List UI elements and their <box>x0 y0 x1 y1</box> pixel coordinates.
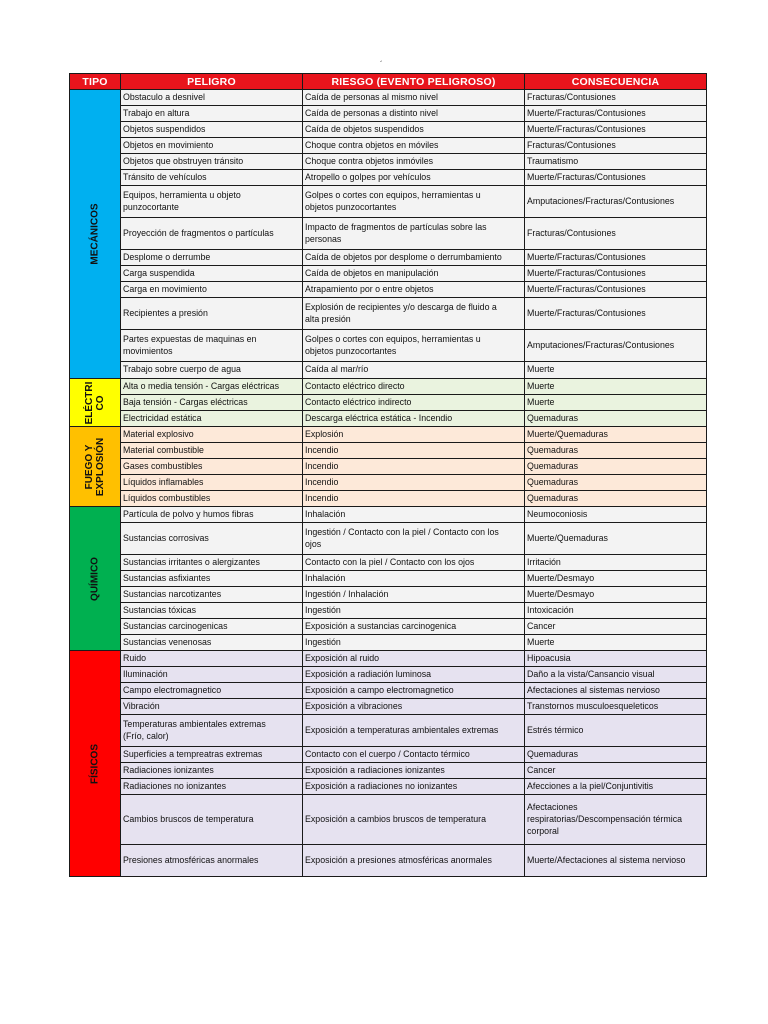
peligro-text: Material combustible <box>123 444 204 456</box>
consecuencia-cell <box>525 635 707 651</box>
consecuencia-text: Quemaduras <box>527 460 579 472</box>
peligro-text: Cambios bruscos de temperatura <box>123 813 254 825</box>
tipo-label: MECÁNICOS <box>89 203 101 265</box>
table-row <box>70 395 707 411</box>
peligro-text: Radiaciones no ionizantes <box>123 780 227 792</box>
header-row <box>70 74 707 90</box>
riesgo-text: Incendio <box>305 476 339 488</box>
riesgo-cell <box>303 170 525 186</box>
table-row <box>70 555 707 571</box>
riesgo-text: Exposición a sustancias carcinogenica <box>305 620 457 632</box>
riesgo-cell <box>303 362 525 379</box>
table-row <box>70 170 707 186</box>
peligro-cell <box>121 667 303 683</box>
consecuencia-cell <box>525 763 707 779</box>
consecuencia-text: Muerte <box>527 380 555 392</box>
peligro-text: Partes expuestas de maquinas en movimientos <box>123 333 257 357</box>
peligro-cell <box>121 587 303 603</box>
consecuencia-text: Muerte <box>527 364 555 375</box>
riesgo-text: Inhalación <box>305 508 346 520</box>
table-row <box>70 266 707 282</box>
consecuencia-cell <box>525 475 707 491</box>
tipo-label: ELÉCTRI CO <box>84 381 106 424</box>
table-row <box>70 587 707 603</box>
peligro-text: Objetos que obstruyen tránsito <box>123 155 244 167</box>
table-row <box>70 362 707 379</box>
riesgo-cell <box>303 667 525 683</box>
peligro-cell <box>121 395 303 411</box>
peligro-text: Desplome o derrumbe <box>123 251 211 263</box>
peligro-cell <box>121 523 303 555</box>
riesgo-text: Contacto eléctrico indirecto <box>305 396 412 408</box>
riesgo-cell <box>303 90 525 106</box>
riesgo-text: Incendio <box>305 444 339 456</box>
peligro-cell <box>121 122 303 138</box>
riesgo-cell <box>303 779 525 795</box>
peligro-text: Iluminación <box>123 668 168 680</box>
riesgo-text: Exposición a cambios bruscos de temperatura <box>305 813 487 825</box>
peligro-cell <box>121 138 303 154</box>
consecuencia-text: Muerte/Desmayo <box>527 572 595 584</box>
table-row <box>70 699 707 715</box>
peligro-text: Líquidos combustibles <box>123 492 211 504</box>
peligro-cell <box>121 635 303 651</box>
peligro-cell <box>121 266 303 282</box>
consecuencia-text: Fracturas/Contusiones <box>527 139 616 151</box>
consecuencia-cell <box>525 587 707 603</box>
consecuencia-cell <box>525 362 707 379</box>
consecuencia-text: Muerte/Fracturas/Contusiones <box>527 107 646 119</box>
consecuencia-text: Irritación <box>527 556 561 568</box>
table-row <box>70 779 707 795</box>
consecuencia-text: Muerte <box>527 636 555 648</box>
peligro-cell <box>121 427 303 443</box>
table-row <box>70 427 707 443</box>
table-row <box>70 459 707 475</box>
riesgo-text: Ingestión / Contacto con la piel / Contacto con los ojos <box>305 526 499 550</box>
table-row <box>70 507 707 523</box>
consecuencia-text: Muerte/Fracturas/Contusiones <box>527 307 646 319</box>
table-row <box>70 298 707 330</box>
riesgo-cell <box>303 845 525 877</box>
riesgo-cell <box>303 507 525 523</box>
riesgo-text: Exposición a vibraciones <box>305 700 403 712</box>
riesgo-cell <box>303 475 525 491</box>
consecuencia-text: Afecciones a la piel/Conjuntivitis <box>527 780 654 792</box>
table-row <box>70 138 707 154</box>
consecuencia-cell <box>525 507 707 523</box>
peligro-text: Vibración <box>123 700 160 712</box>
peligro-cell <box>121 845 303 877</box>
riesgo-cell <box>303 218 525 250</box>
consecuencia-text: Quemaduras <box>527 476 579 488</box>
riesgo-text: Incendio <box>305 492 339 504</box>
riesgo-cell <box>303 298 525 330</box>
peligro-text: Recipientes a presión <box>123 307 208 319</box>
riesgo-cell <box>303 138 525 154</box>
consecuencia-text: Muerte/Fracturas/Contusiones <box>527 283 646 295</box>
peligro-text: Electricidad estática <box>123 412 202 424</box>
peligro-text: Tránsito de vehículos <box>123 171 207 183</box>
riesgo-text: Golpes o cortes con equipos, herramientas u objetos punzocortantes <box>305 333 481 357</box>
riesgo-cell <box>303 379 525 395</box>
riesgo-cell <box>303 122 525 138</box>
riesgo-text: Explosión <box>305 428 344 440</box>
table-row <box>70 475 707 491</box>
riesgo-text: Exposición a radiación luminosa <box>305 668 432 680</box>
peligro-cell <box>121 795 303 845</box>
riesgo-cell <box>303 523 525 555</box>
consecuencia-cell <box>525 779 707 795</box>
riesgo-text: Descarga eléctrica estática - Incendio <box>305 412 453 424</box>
riesgo-cell <box>303 619 525 635</box>
riesgo-cell <box>303 555 525 571</box>
peligro-cell <box>121 250 303 266</box>
tipo-cell <box>70 427 121 507</box>
peligro-cell <box>121 763 303 779</box>
consecuencia-cell <box>525 651 707 667</box>
table-row <box>70 683 707 699</box>
tipo-label: FUEGO Y EXPLOSIÓN <box>84 437 106 496</box>
riesgo-text: Exposición a temperaturas ambientales extremas <box>305 724 499 736</box>
peligro-text: Carga en movimiento <box>123 283 207 295</box>
table-row <box>70 667 707 683</box>
consecuencia-text: Muerte <box>527 396 555 408</box>
tipo-cell <box>70 90 121 379</box>
riesgo-text: Impacto de fragmentos de partículas sobre las personas <box>305 221 487 245</box>
consecuencia-text: Muerte/Desmayo <box>527 588 595 600</box>
risk-table <box>69 73 707 877</box>
peligro-text: Trabajo en altura <box>123 107 190 119</box>
peligro-cell <box>121 603 303 619</box>
peligro-cell <box>121 459 303 475</box>
riesgo-cell <box>303 587 525 603</box>
table-row <box>70 747 707 763</box>
peligro-text: Obstaculo a desnivel <box>123 91 205 103</box>
header-consecuencia: CONSECUENCIA <box>525 74 707 90</box>
consecuencia-text: Quemaduras <box>527 492 579 504</box>
consecuencia-text: Cancer <box>527 764 556 776</box>
consecuencia-cell <box>525 683 707 699</box>
peligro-cell <box>121 555 303 571</box>
peligro-cell <box>121 571 303 587</box>
consecuencia-cell <box>525 154 707 170</box>
table-row <box>70 90 707 106</box>
riesgo-text: Incendio <box>305 460 339 472</box>
riesgo-text: Caída de objetos por desplome o derrumbamiento <box>305 251 502 263</box>
riesgo-cell <box>303 106 525 122</box>
table-row <box>70 250 707 266</box>
tipo-cell <box>70 379 121 427</box>
riesgo-cell <box>303 603 525 619</box>
table-row <box>70 411 707 427</box>
table-row <box>70 845 707 877</box>
consecuencia-text: Amputaciones/Fracturas/Contusiones <box>527 195 675 207</box>
riesgo-cell <box>303 491 525 507</box>
consecuencia-cell <box>525 298 707 330</box>
consecuencia-cell <box>525 603 707 619</box>
peligro-cell <box>121 507 303 523</box>
peligro-text: Material explosivo <box>123 428 194 440</box>
riesgo-cell <box>303 795 525 845</box>
riesgo-text: Golpes o cortes con equipos, herramientas u objetos punzocortantes <box>305 189 481 213</box>
consecuencia-text: Fracturas/Contusiones <box>527 91 616 103</box>
peligro-text: Radiaciones ionizantes <box>123 764 214 776</box>
table-row <box>70 523 707 555</box>
riesgo-text: Contacto con el cuerpo / Contacto térmico <box>305 748 470 760</box>
consecuencia-text: Daño a la vista/Cansancio visual <box>527 668 655 680</box>
riesgo-cell <box>303 683 525 699</box>
riesgo-text: Caída de personas al mismo nivel <box>305 91 438 103</box>
peligro-cell <box>121 362 303 379</box>
peligro-cell <box>121 443 303 459</box>
consecuencia-cell <box>525 845 707 877</box>
riesgo-cell <box>303 747 525 763</box>
peligro-cell <box>121 90 303 106</box>
peligro-cell <box>121 186 303 218</box>
table-row <box>70 491 707 507</box>
peligro-cell <box>121 330 303 362</box>
riesgo-cell <box>303 411 525 427</box>
riesgo-text: Exposición a radiaciones no ionizantes <box>305 780 458 792</box>
consecuencia-cell <box>525 411 707 427</box>
tipo-label: QUÍMICO <box>89 556 101 601</box>
consecuencia-cell <box>525 699 707 715</box>
peligro-cell <box>121 715 303 747</box>
consecuencia-text: Hipoacusia <box>527 652 571 664</box>
consecuencia-cell <box>525 491 707 507</box>
table-row <box>70 186 707 218</box>
peligro-cell <box>121 154 303 170</box>
header-riesgo: RIESGO (EVENTO PELIGROSO) <box>303 74 525 90</box>
riesgo-cell <box>303 571 525 587</box>
consecuencia-cell <box>525 619 707 635</box>
riesgo-text: Caída al mar/río <box>305 364 369 375</box>
peligro-text: Superficies a tempreatras extremas <box>123 748 263 760</box>
table-body <box>70 90 707 877</box>
consecuencia-text: Quemaduras <box>527 444 579 456</box>
table-row <box>70 763 707 779</box>
peligro-cell <box>121 411 303 427</box>
peligro-cell <box>121 683 303 699</box>
consecuencia-cell <box>525 795 707 845</box>
peligro-cell <box>121 491 303 507</box>
consecuencia-cell <box>525 282 707 298</box>
riesgo-text: Caída de objetos en manipulación <box>305 267 439 279</box>
consecuencia-text: Fracturas/Contusiones <box>527 227 616 239</box>
consecuencia-text: Muerte/Quemaduras <box>527 428 608 440</box>
riesgo-cell <box>303 154 525 170</box>
riesgo-cell <box>303 250 525 266</box>
riesgo-text: Explosión de recipientes y/o descarga de fluido a alta presión <box>305 301 497 325</box>
table-row <box>70 154 707 170</box>
consecuencia-cell <box>525 250 707 266</box>
peligro-text: Objetos en movimiento <box>123 139 214 151</box>
table-row <box>70 330 707 362</box>
header-peligro: PELIGRO <box>121 74 303 90</box>
peligro-cell <box>121 699 303 715</box>
peligro-cell <box>121 779 303 795</box>
consecuencia-text: Muerte/Fracturas/Contusiones <box>527 267 646 279</box>
peligro-text: Temperaturas ambientales extremas (Frío, calor) <box>123 718 266 742</box>
table-row <box>70 122 707 138</box>
consecuencia-cell <box>525 747 707 763</box>
table-row <box>70 443 707 459</box>
tipo-cell <box>70 651 121 877</box>
table-row <box>70 603 707 619</box>
peligro-text: Sustancias venenosas <box>123 636 212 648</box>
peligro-cell <box>121 298 303 330</box>
table-row <box>70 795 707 845</box>
peligro-cell <box>121 106 303 122</box>
riesgo-cell <box>303 443 525 459</box>
consecuencia-cell <box>525 667 707 683</box>
peligro-text: Proyección de fragmentos o partículas <box>123 227 274 239</box>
top-mark: ´ <box>380 60 383 69</box>
riesgo-cell <box>303 635 525 651</box>
peligro-text: Sustancias asfixiantes <box>123 572 211 584</box>
riesgo-cell <box>303 395 525 411</box>
peligro-cell <box>121 747 303 763</box>
peligro-text: Campo electromagnetico <box>123 684 222 696</box>
riesgo-text: Caída de personas a distinto nivel <box>305 107 438 119</box>
table-row <box>70 715 707 747</box>
riesgo-text: Choque contra objetos en móviles <box>305 139 439 151</box>
peligro-text: Gases combustibles <box>123 460 203 472</box>
consecuencia-cell <box>525 170 707 186</box>
consecuencia-cell <box>525 571 707 587</box>
peligro-text: Líquidos inflamables <box>123 476 204 488</box>
consecuencia-text: Cancer <box>527 620 556 632</box>
consecuencia-cell <box>525 395 707 411</box>
consecuencia-cell <box>525 106 707 122</box>
riesgo-text: Atrapamiento por o entre objetos <box>305 283 434 295</box>
peligro-cell <box>121 282 303 298</box>
riesgo-text: Inhalación <box>305 572 346 584</box>
peligro-text: Sustancias corrosivas <box>123 532 209 544</box>
riesgo-text: Exposición a presiones atmosféricas anormales <box>305 854 492 866</box>
peligro-text: Sustancias irritantes o alergizantes <box>123 556 260 568</box>
consecuencia-cell <box>525 218 707 250</box>
peligro-cell <box>121 475 303 491</box>
riesgo-cell <box>303 699 525 715</box>
peligro-text: Baja tensión - Cargas eléctricas <box>123 396 248 408</box>
consecuencia-text: Traumatismo <box>527 155 579 167</box>
peligro-text: Alta o media tensión - Cargas eléctricas <box>123 380 280 392</box>
peligro-cell <box>121 651 303 667</box>
consecuencia-text: Afectaciones respiratorias/Descompensación térmica corporal <box>527 801 683 837</box>
consecuencia-cell <box>525 715 707 747</box>
consecuencia-cell <box>525 122 707 138</box>
riesgo-cell <box>303 763 525 779</box>
consecuencia-text: Muerte/Fracturas/Contusiones <box>527 171 646 183</box>
peligro-text: Sustancias narcotizantes <box>123 588 222 600</box>
consecuencia-cell <box>525 443 707 459</box>
consecuencia-cell <box>525 186 707 218</box>
riesgo-text: Choque contra objetos inmóviles <box>305 155 434 167</box>
riesgo-cell <box>303 282 525 298</box>
peligro-text: Sustancias carcinogenicas <box>123 620 228 632</box>
tipo-label: FÍSICOS <box>89 743 101 784</box>
consecuencia-cell <box>525 379 707 395</box>
riesgo-text: Contacto con la piel / Contacto con los ojos <box>305 556 475 568</box>
peligro-cell <box>121 170 303 186</box>
riesgo-text: Exposición a campo electromagnetico <box>305 684 454 696</box>
consecuencia-text: Amputaciones/Fracturas/Contusiones <box>527 339 675 351</box>
consecuencia-text: Muerte/Fracturas/Contusiones <box>527 251 646 263</box>
consecuencia-text: Transtornos musculoesqueleticos <box>527 700 659 712</box>
riesgo-text: Ingestión / Inhalación <box>305 588 389 600</box>
consecuencia-text: Intoxicación <box>527 604 574 616</box>
riesgo-cell <box>303 186 525 218</box>
peligro-text: Objetos suspendidos <box>123 123 206 135</box>
riesgo-text: Contacto eléctrico directo <box>305 380 405 392</box>
peligro-text: Sustancias tóxicas <box>123 604 197 616</box>
peligro-text: Presiones atmosféricas anormales <box>123 854 259 866</box>
peligro-cell <box>121 379 303 395</box>
consecuencia-text: Muerte/Fracturas/Contusiones <box>527 123 646 135</box>
table-row <box>70 571 707 587</box>
riesgo-text: Exposición a radiaciones ionizantes <box>305 764 445 776</box>
consecuencia-text: Neumoconiosis <box>527 508 588 520</box>
riesgo-cell <box>303 459 525 475</box>
consecuencia-text: Quemaduras <box>527 748 579 760</box>
consecuencia-text: Muerte/Quemaduras <box>527 532 608 544</box>
riesgo-cell <box>303 651 525 667</box>
consecuencia-cell <box>525 266 707 282</box>
table-row <box>70 218 707 250</box>
riesgo-text: Ingestión <box>305 604 341 616</box>
riesgo-cell <box>303 330 525 362</box>
peligro-text: Trabajo sobre cuerpo de agua <box>123 364 241 375</box>
consecuencia-cell <box>525 138 707 154</box>
peligro-cell <box>121 218 303 250</box>
table-row <box>70 635 707 651</box>
table-row <box>70 106 707 122</box>
consecuencia-cell <box>525 459 707 475</box>
table-row <box>70 379 707 395</box>
tipo-cell <box>70 507 121 651</box>
peligro-text: Carga suspendida <box>123 267 195 279</box>
consecuencia-text: Estrés térmico <box>527 724 584 736</box>
table-row <box>70 619 707 635</box>
riesgo-cell <box>303 427 525 443</box>
peligro-text: Ruido <box>123 652 147 664</box>
consecuencia-cell <box>525 330 707 362</box>
peligro-text: Equipos, herramienta u objeto punzocortante <box>123 189 241 213</box>
riesgo-text: Exposición al ruido <box>305 652 380 664</box>
peligro-cell <box>121 619 303 635</box>
consecuencia-text: Muerte/Afectaciones al sistema nervioso <box>527 854 686 866</box>
consecuencia-cell <box>525 555 707 571</box>
consecuencia-text: Quemaduras <box>527 412 579 424</box>
peligro-text: Partícula de polvo y humos fibras <box>123 508 254 520</box>
consecuencia-cell <box>525 427 707 443</box>
riesgo-text: Caída de objetos suspendidos <box>305 123 424 135</box>
riesgo-cell <box>303 715 525 747</box>
table-row <box>70 282 707 298</box>
riesgo-text: Ingestión <box>305 636 341 648</box>
riesgo-text: Atropello o golpes por vehículos <box>305 171 431 183</box>
table-row <box>70 651 707 667</box>
consecuencia-cell <box>525 523 707 555</box>
riesgo-cell <box>303 266 525 282</box>
consecuencia-text: Afectaciones al sistemas nervioso <box>527 684 660 696</box>
header-tipo: TIPO <box>70 74 121 90</box>
consecuencia-cell <box>525 90 707 106</box>
